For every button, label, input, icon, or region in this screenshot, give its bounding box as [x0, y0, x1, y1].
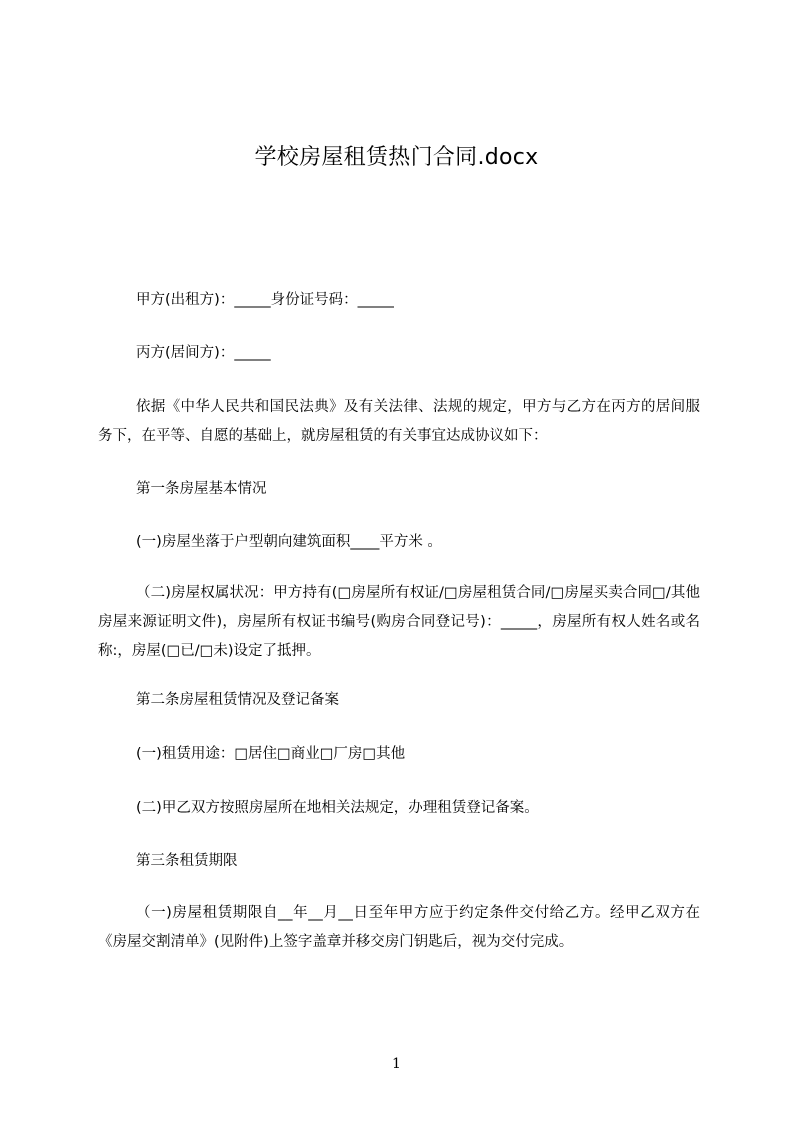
- article-2-heading: 第二条房屋租赁情况及登记备案: [136, 692, 339, 708]
- article-3-heading: 第三条租赁期限: [136, 853, 238, 869]
- page-number: 1: [392, 1056, 401, 1072]
- article-1-clause-1: (一)房屋坐落于户型朝向建筑面积____平方米 。: [136, 534, 442, 550]
- party-a-line: 甲方(出租方)：_____身份证号码：_____: [136, 292, 394, 308]
- party-c-line: 丙方(居间方)：_____: [136, 345, 271, 361]
- article-1-heading: 第一条房屋基本情况: [136, 481, 267, 497]
- document-title: 学校房屋租赁热门合同.docx: [254, 145, 539, 170]
- article-1-clause-2: （二)房屋权属状况：甲方持有(□房屋所有权证/□房屋租赁合同/□房屋买卖合同□/其他房屋来源证明文件)，房屋所有权证书编号(购房合同登记号)：_____，房屋所有权人姓名或名称:，房屋(□已/□未)设定了抵押。: [98, 585, 700, 659]
- preamble-paragraph: 依据《中华人民共和国民法典》及有关法律、法规的规定，甲方与乙方在丙方的居间服务下，在平等、自愿的基础上，就房屋租赁的有关事宜达成协议如下：: [98, 399, 700, 444]
- article-2-clause-2: (二)甲乙双方按照房屋所在地相关法规定，办理租赁登记备案。: [136, 800, 539, 816]
- article-2-clause-1: (一)租赁用途：□居住□商业□厂房□其他: [136, 746, 406, 762]
- article-3-clause-1: （一)房屋租赁期限自__年__月__日至年甲方应于约定条件交付给乙方。经甲乙双方在《房屋交割清单》(见附件)上签字盖章并移交房门钥匙后，视为交付完成。: [98, 905, 700, 950]
